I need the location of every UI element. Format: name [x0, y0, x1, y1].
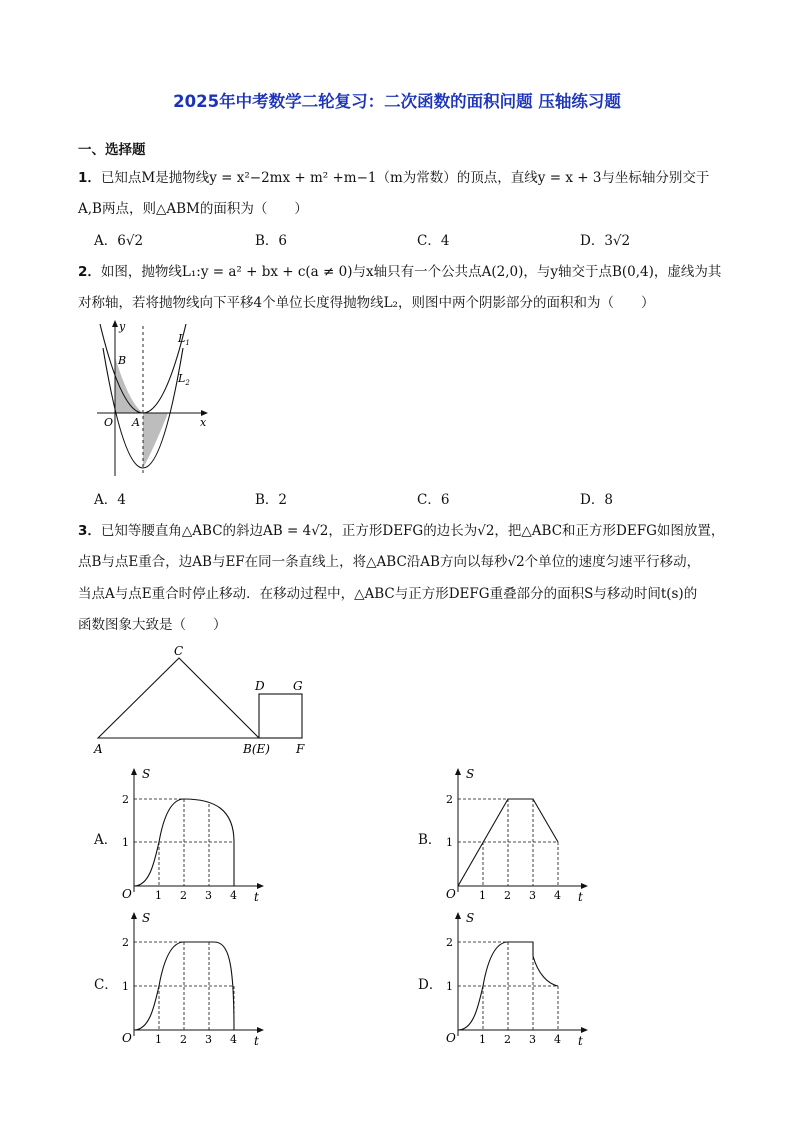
q3-line-1	[78, 519, 724, 539]
q2-option-c[interactable]: C．6	[417, 492, 450, 508]
q3-number: 3．	[78, 523, 101, 539]
label-be: B(E)	[243, 742, 270, 756]
graph-d-ylabel: S	[466, 911, 475, 925]
label-b: B	[118, 354, 127, 367]
axes-d	[455, 912, 588, 1036]
graph-b-ytick-1: 1	[446, 836, 453, 849]
q3-figure	[90, 640, 320, 758]
graph-d-xtick-2: 2	[504, 1033, 511, 1046]
graph-a-xtick-4: 4	[230, 889, 237, 902]
graph-c-origin: O	[122, 1031, 132, 1045]
label-o: O	[104, 416, 114, 429]
graph-a-xtick-3: 3	[205, 889, 212, 902]
graph-d-xtick-3: 3	[529, 1033, 536, 1046]
q2-figure	[92, 318, 222, 478]
shaded-region-right	[143, 413, 168, 468]
curve-b	[458, 799, 558, 886]
q1-line-1	[78, 166, 709, 186]
q1-text-1: 已知点M是抛物线y = x²−2mx + m² +m−1（m为常数）的顶点，直线y = x + 3与坐标轴分别交于	[100, 170, 710, 186]
y-axis-arrow	[112, 320, 118, 327]
q2-option-b[interactable]: B．2	[255, 492, 288, 508]
graph-c-ytick-1: 1	[122, 980, 129, 993]
q3-line-4: 函数图象大致是（ ）	[78, 617, 227, 633]
label-l2: $L_2$	[178, 372, 190, 387]
q2-line-2: 对称轴，若将抛物线向下平移4个单位长度得抛物线L₂，则图中两个阴影部分的面积和为（ ）	[78, 295, 655, 311]
q3-line-2: 点B与点E重合，边AB与EF在同一条直线上，将△ABC沿AB方向以每秒√2个单位的速度匀速平行移动，	[78, 554, 701, 570]
curve-a	[134, 799, 234, 886]
graph-b-xtick-4: 4	[554, 889, 561, 902]
graph-d-origin: O	[446, 1031, 456, 1045]
axes-c	[131, 912, 264, 1036]
q3-line-3: 当点A与点E重合时停止移动．在移动过程中，△ABC与正方形DEFG重叠部分的面积S与移动时间t(s)的	[78, 586, 698, 602]
graph-a-xlabel: t	[254, 890, 259, 904]
graph-d-ytick-1: 1	[446, 980, 453, 993]
graph-b-origin: O	[446, 887, 456, 901]
triangle-abc	[98, 658, 259, 738]
q2-number: 2．	[78, 264, 101, 280]
graph-b-ytick-2: 2	[446, 793, 453, 806]
graph-c	[114, 908, 274, 1048]
q1-option-a[interactable]: A．6√2	[94, 233, 144, 249]
graph-b-xtick-1: 1	[479, 889, 486, 902]
graph-a-origin: O	[122, 887, 132, 901]
graph-a-ytick-2: 2	[122, 793, 129, 806]
label-l1: $L_1$	[178, 332, 190, 347]
graph-d-xlabel: t	[578, 1034, 583, 1048]
graph-a-ytick-1: 1	[122, 836, 129, 849]
label-g: G	[293, 679, 303, 693]
q3-option-d[interactable]: D．	[418, 977, 443, 993]
graph-b	[438, 764, 598, 904]
graph-d-xtick-1: 1	[479, 1033, 486, 1046]
label-f: F	[296, 742, 305, 756]
graph-a	[114, 764, 274, 904]
graph-d-xtick-4: 4	[554, 1033, 561, 1046]
q1-line-2: A,B两点，则△ABM的面积为（ ）	[78, 201, 308, 217]
q2-line-1	[78, 260, 721, 280]
axes-b	[455, 768, 588, 892]
graph-d	[438, 908, 598, 1048]
axes-a	[131, 768, 264, 892]
q3-option-c[interactable]: C．	[94, 977, 118, 993]
page-title: 2025年中考数学二轮复习：二次函数的面积问题 压轴练习题	[173, 92, 621, 111]
label-d: D	[255, 679, 265, 693]
graph-b-xtick-2: 2	[504, 889, 511, 902]
graph-a-ylabel: S	[142, 767, 151, 781]
q1-option-d[interactable]: D．3√2	[580, 233, 631, 249]
label-x: x	[200, 416, 207, 429]
q2-text-1: 如图，抛物线L₁:y = a² + bx + c(a ≠ 0)与x轴只有一个公共点A(2,0)，与y轴交于点B(0,4)，虚线为其	[100, 264, 722, 280]
label-a: A	[94, 742, 103, 756]
q1-option-c[interactable]: C．4	[417, 233, 450, 249]
label-a: A	[132, 416, 140, 429]
graph-c-xtick-1: 1	[155, 1033, 162, 1046]
q3-option-b[interactable]: B．	[418, 832, 442, 848]
q2-option-d[interactable]: D．8	[580, 492, 613, 508]
section-heading: 一、选择题	[78, 142, 146, 158]
q1-option-b[interactable]: B．6	[255, 233, 288, 249]
q3-option-a[interactable]: A．	[94, 832, 118, 848]
graph-b-xlabel: t	[578, 890, 583, 904]
graph-c-xtick-2: 2	[180, 1033, 187, 1046]
graph-c-xtick-3: 3	[205, 1033, 212, 1046]
graph-b-ylabel: S	[466, 767, 475, 781]
graph-c-ytick-2: 2	[122, 936, 129, 949]
q2-option-a[interactable]: A．4	[94, 492, 126, 508]
label-c: C	[174, 644, 184, 658]
graph-c-xlabel: t	[254, 1034, 259, 1048]
graph-d-ytick-2: 2	[446, 936, 453, 949]
q1-number: 1．	[78, 170, 101, 186]
graph-a-xtick-2: 2	[180, 889, 187, 902]
label-y: y	[119, 320, 126, 333]
graph-b-xtick-3: 3	[529, 889, 536, 902]
q3-text-1: 已知等腰直角△ABC的斜边AB = 4√2，正方形DEFG的边长为√2，把△ABC和正方形DEFG如图放置，	[100, 523, 725, 539]
graph-a-xtick-1: 1	[155, 889, 162, 902]
graph-c-xtick-4: 4	[230, 1033, 237, 1046]
graph-c-ylabel: S	[142, 911, 151, 925]
square-defg	[259, 694, 302, 738]
